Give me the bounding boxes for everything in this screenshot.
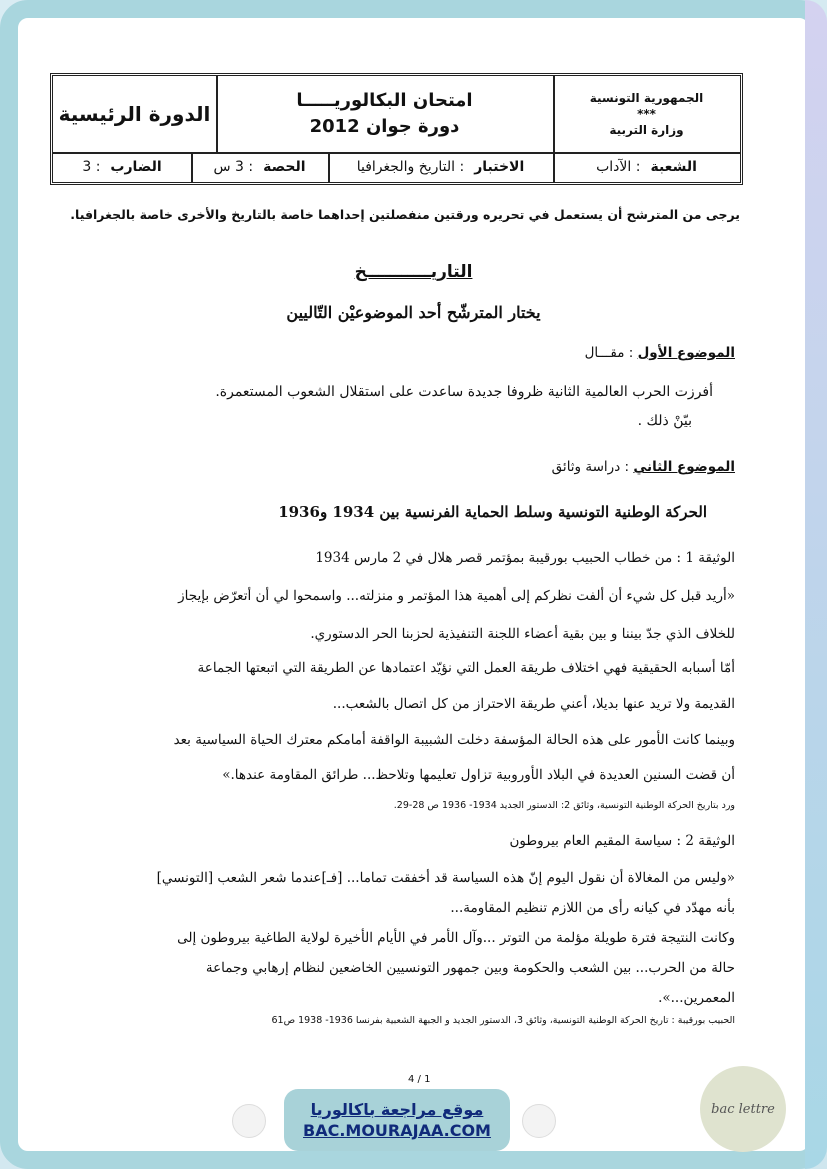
topic2-heading — [552, 459, 735, 475]
doc1-line-6: أن قضت السنين العديدة في البلاد الأوروبية تزاول تعليمها وتلاحظ... طرائق المقاومة عندها.» — [222, 767, 735, 783]
topic2-label: الموضوع الثاني — [633, 459, 735, 475]
doc1-line-1: «أريد قبل كل شيء أن ألفت نظركم إلى أهمية هذا المؤتمر و منزلته... واسمحوا لي أن أتعرّض بإيجاز — [178, 588, 735, 604]
doc1-line-2: للخلاف الذي جدّ بيننا و بين بقية أعضاء اللجنة التنفيذية لحزبنا الحر الدستوري. — [310, 626, 735, 642]
banner-arabic-link[interactable]: موقع مراجعة باكالوريا — [310, 1100, 484, 1119]
duration-label: الحصة — [263, 159, 306, 175]
doc2-source: الحبيب بورقيبة : تاريخ الحركة الوطنية التونسية، وثائق 3، الدستور الجديد و الجبهة الشعبية بفرنسا 1936- 1938 ص61 — [271, 1015, 735, 1026]
doc2-heading: الوثيقة 2 : سياسة المقيم العام بيروطون — [509, 833, 735, 849]
exam-title: امتحان البكالوريـــــا — [296, 90, 473, 111]
instructions: يرجى من المترشح أن يستعمل في تحريره ورقتين منفصلتين إحداهما خاصة بالتاريخ والأخرى خاصة بالجغرافيا. — [70, 207, 740, 222]
ministry-line-2: *** — [637, 107, 656, 121]
duration-value: : 3 س — [213, 159, 254, 175]
doc1-source: ورد بتاريخ الحركة الوطنية التونسية، وثائق 2: الدستور الجديد 1934- 1936 ص 28-29. — [393, 800, 735, 811]
branch-value: : الآداب — [596, 159, 641, 175]
bac-lettre-text: bac lettre — [711, 1101, 775, 1117]
doc1-line-3: أمّا أسبابه الحقيقية فهي اختلاف طريقة العمل التي نؤيّد اعتمادها عن الطريقة التي اتبعتها الجماعة — [197, 660, 735, 676]
ministry-block — [553, 76, 740, 152]
doc1-heading: الوثيقة 1 : من خطاب الحبيب بورقيبة بمؤتمر قصر هلال في 2 مارس 1934 — [315, 550, 735, 566]
doc2-line-1: «وليس من المغالاة أن نقول اليوم إنّ هذه السياسة قد أخفقت تماما... [فـ]عندما شعر الشعب [التونسي] — [156, 870, 735, 886]
page-number: 4 / 1 — [408, 1074, 431, 1085]
doc2-line-3: وكانت النتيجة فترة طويلة مؤلمة من التوتر ...وآل الأمر في الأيام الأخيرة لولاية الطاغية بيروطون إلى — [177, 930, 735, 946]
doc1-line-5: وبينما كانت الأمور على هذه الحالة المؤسفة دخلت الشبيبة الواقفة أمامكم معترك الحياة السياسية بعد — [173, 732, 735, 748]
branch-label: الشعبة — [650, 159, 697, 175]
site-logo-left-icon — [232, 1104, 266, 1138]
session-type — [53, 76, 216, 152]
doc1-line-4: القديمة ولا تريد عنها بديلا، أعني طريقة الاحتراز من كل اتصال بالشعب... — [332, 696, 735, 712]
topic1-line-1: أفرزت الحرب العالمية الثانية ظروفا جديدة ساعدت على استقلال الشعوب المستعمرة. — [215, 384, 713, 400]
ministry-line-1: الجمهورية التونسية — [589, 91, 704, 105]
banner-url-link[interactable]: BAC.MOURAJAA.COM — [303, 1121, 491, 1140]
duration-cell — [191, 152, 328, 182]
topic1-heading — [585, 345, 735, 361]
ministry-line-3: وزارة التربية — [609, 123, 684, 137]
coef-label: الضارب — [110, 159, 162, 175]
topic1-line-2: بيّنْ ذلك . — [637, 413, 692, 429]
topic2-title: الحركة الوطنية التونسية وسلط الحماية الفرنسية بين 1934 و1936 — [278, 503, 707, 521]
subject-label: الاختبار — [474, 159, 525, 175]
subject-value: : التاريخ والجغرافيا — [356, 159, 465, 175]
topic2-type: : دراسة وثائق — [551, 459, 630, 475]
topic1-type: : مقـــال — [584, 345, 634, 361]
frame-accent — [805, 0, 827, 1169]
doc2-line-2: بأنه مهدّد في كيانه رأى من اللازم تنظيم المقاومة... — [450, 900, 735, 916]
topic1-label: الموضوع الأول — [637, 345, 735, 361]
history-section-title: التاريـــــــــــخ — [354, 262, 473, 282]
coef-value: : 3 — [82, 159, 101, 175]
branch-cell — [553, 152, 740, 182]
exam-title-block — [216, 76, 553, 152]
bac-lettre-badge — [700, 1066, 786, 1152]
session-type-text: الدورة الرئيسية — [58, 102, 211, 126]
site-logo-right-icon — [522, 1104, 556, 1138]
subject-cell — [328, 152, 553, 182]
doc2-line-5: المعمرين...». — [658, 990, 735, 1006]
doc2-line-4: حالة من الحرب... بين الشعب والحكومة وبين جمهور التونسيين الخاضعين لنظام إرهابي وجماعة — [205, 960, 735, 976]
exam-header-table — [50, 73, 743, 185]
exam-session: دورة جوان 2012 — [309, 116, 460, 137]
choose-instruction: يختار المترشّح أحد الموضوعيْن التّاليين — [286, 303, 541, 322]
site-banner[interactable] — [284, 1089, 510, 1151]
coef-cell — [53, 152, 191, 182]
